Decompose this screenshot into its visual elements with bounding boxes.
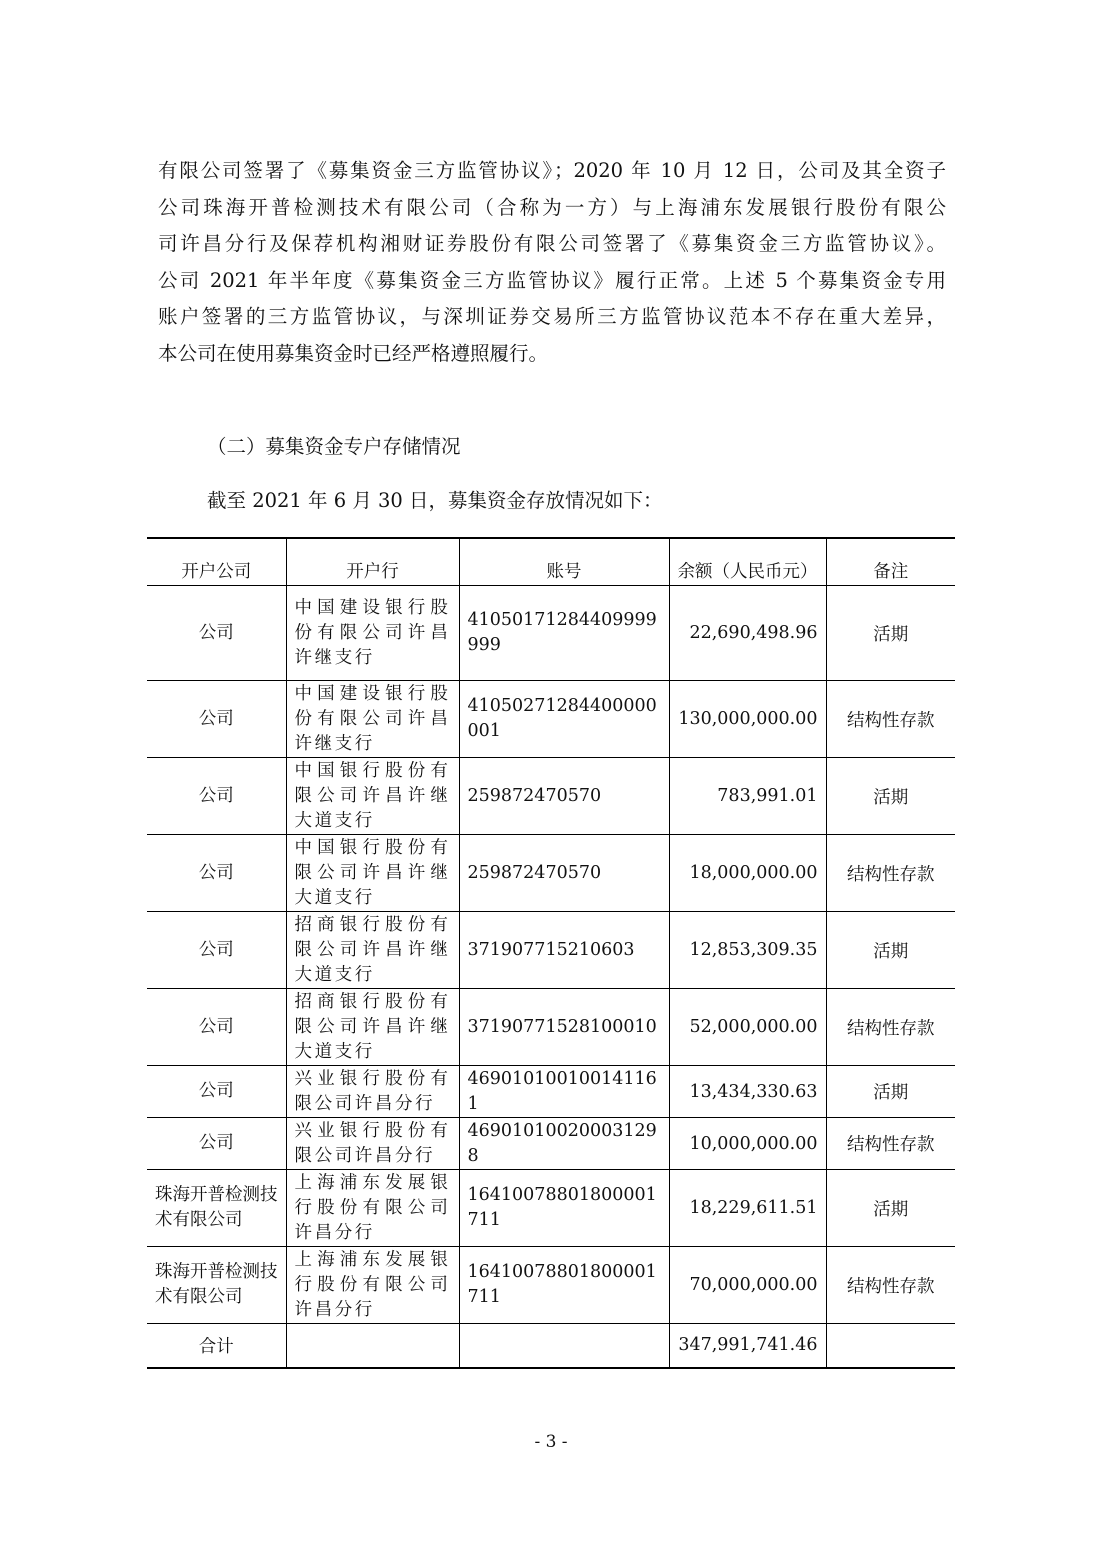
cell-note: 活期: [826, 1170, 955, 1247]
cell-balance: 10,000,000.00: [669, 1118, 826, 1170]
total-label: 合计: [147, 1324, 286, 1368]
cell-balance: 18,000,000.00: [669, 835, 826, 912]
cell-bank: 兴业银行股份有限公司许昌分行: [286, 1118, 459, 1170]
cell-note: 活期: [826, 586, 955, 681]
cell-company: 公司: [147, 1066, 286, 1118]
table-row: [147, 1247, 955, 1324]
col-header-company: 开户公司: [147, 538, 286, 586]
body-line: 公司 2021 年半年度《募集资金三方监管协议》履行正常。上述 5 个募集资金专用: [158, 268, 946, 292]
cell-bank: 兴业银行股份有限公司许昌分行: [286, 1066, 459, 1118]
cell-bank: 中国建设银行股份有限公司许昌许继支行: [286, 586, 459, 681]
cell-empty: [826, 1324, 955, 1368]
cell-account: 469010100100141161: [459, 1066, 669, 1118]
col-header-bank: 开户行: [286, 538, 459, 586]
cell-account: 16410078801800001711: [459, 1247, 669, 1324]
table-row: [147, 912, 955, 989]
cell-balance: 22,690,498.96: [669, 586, 826, 681]
cell-account: 37190771528100010: [459, 989, 669, 1066]
cell-company: 公司: [147, 835, 286, 912]
cell-bank: 上海浦东发展银行股份有限公司许昌分行: [286, 1170, 459, 1247]
cell-account: 371907715210603: [459, 912, 669, 989]
body-line: 本公司在使用募集资金时已经严格遵照履行。: [158, 341, 549, 365]
cell-account: 259872470570: [459, 758, 669, 835]
cell-note: 活期: [826, 912, 955, 989]
col-header-note: 备注: [826, 538, 955, 586]
cell-balance: 12,853,309.35: [669, 912, 826, 989]
cell-company: 公司: [147, 989, 286, 1066]
cell-balance: 52,000,000.00: [669, 989, 826, 1066]
table-row: [147, 835, 955, 912]
body-line: 账户签署的三方监管协议，与深圳证券交易所三方监管协议范本不存在重大差异，: [158, 305, 946, 328]
cell-account: 16410078801800001711: [459, 1170, 669, 1247]
cell-account: 259872470570: [459, 835, 669, 912]
col-header-balance: 余额（人民币元）: [669, 538, 826, 586]
cell-company: 公司: [147, 1118, 286, 1170]
cell-company: 公司: [147, 586, 286, 681]
page-number: - 3 -: [534, 1432, 568, 1452]
body-line: 公司珠海开普检测技术有限公司（合称为一方）与上海浦东发展银行股份有限公: [158, 195, 946, 219]
cell-bank: 招商银行股份有限公司许昌许继大道支行: [286, 912, 459, 989]
table-row: [147, 989, 955, 1066]
cell-company: 公司: [147, 681, 286, 758]
cell-balance: 130,000,000.00: [669, 681, 826, 758]
deposit-table: [147, 537, 955, 1369]
cell-note: 结构性存款: [826, 835, 955, 912]
cell-note: 活期: [826, 758, 955, 835]
cell-note: 结构性存款: [826, 989, 955, 1066]
cell-note: 结构性存款: [826, 1247, 955, 1324]
body-line: 司许昌分行及保荐机构湘财证券股份有限公司签署了《募集资金三方监管协议》。: [158, 232, 946, 255]
cell-bank: 招商银行股份有限公司许昌许继大道支行: [286, 989, 459, 1066]
body-paragraph: [158, 153, 946, 372]
cell-bank: 中国银行股份有限公司许昌许继大道支行: [286, 758, 459, 835]
cell-company: 珠海开普检测技术有限公司: [147, 1247, 286, 1324]
total-amount: 347,991,741.46: [669, 1324, 826, 1368]
cell-bank: 上海浦东发展银行股份有限公司许昌分行: [286, 1247, 459, 1324]
col-header-account: 账号: [459, 538, 669, 586]
table-intro: 截至 2021 年 6 月 30 日，募集资金存放情况如下：: [207, 489, 663, 512]
section-heading: （二）募集资金专户存储情况: [207, 435, 461, 458]
cell-balance: 18,229,611.51: [669, 1170, 826, 1247]
cell-balance: 783,991.01: [669, 758, 826, 835]
cell-company: 珠海开普检测技术有限公司: [147, 1170, 286, 1247]
table-row: [147, 1066, 955, 1118]
cell-note: 结构性存款: [826, 681, 955, 758]
cell-bank: 中国银行股份有限公司许昌许继大道支行: [286, 835, 459, 912]
cell-account: 469010100200031298: [459, 1118, 669, 1170]
cell-company: 公司: [147, 912, 286, 989]
table-row: [147, 681, 955, 758]
cell-bank: 中国建设银行股份有限公司许昌许继支行: [286, 681, 459, 758]
cell-account: 41050171284409999999: [459, 586, 669, 681]
cell-company: 公司: [147, 758, 286, 835]
cell-empty: [459, 1324, 669, 1368]
cell-balance: 13,434,330.63: [669, 1066, 826, 1118]
table-header-row: [147, 538, 955, 586]
table-row: [147, 1170, 955, 1247]
cell-account: 41050271284400000001: [459, 681, 669, 758]
body-line: 有限公司签署了《募集资金三方监管协议》；2020 年 10 月 12 日，公司及其全资子: [158, 159, 946, 182]
cell-note: 活期: [826, 1066, 955, 1118]
table-row: [147, 758, 955, 835]
cell-balance: 70,000,000.00: [669, 1247, 826, 1324]
cell-note: 结构性存款: [826, 1118, 955, 1170]
table-row: [147, 586, 955, 681]
cell-empty: [286, 1324, 459, 1368]
table-row: [147, 1118, 955, 1170]
table-total-row: [147, 1324, 955, 1368]
